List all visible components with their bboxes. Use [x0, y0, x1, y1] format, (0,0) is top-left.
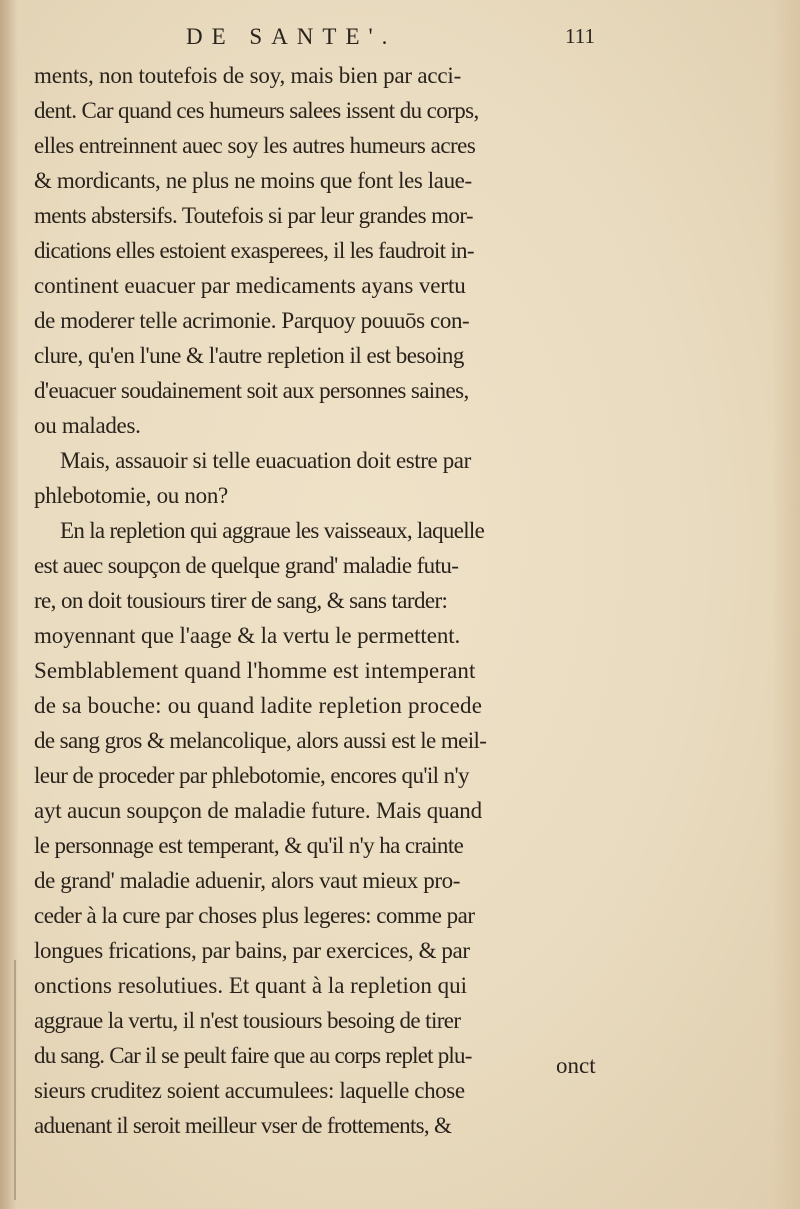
text-line: En la repletion qui aggraue les vaisseaux, laquelle [60, 518, 485, 543]
text-line: longues frications, par bains, par exercices, & par [34, 938, 470, 963]
text-line: Mais, assauoir si telle euacuation doit estre par [60, 448, 471, 473]
binding-shadow [14, 960, 16, 1200]
body-text [34, 58, 600, 1143]
running-head: DE SANTE'. [186, 24, 397, 49]
text-line: d'euacuer soudainement soit aux personnes saines, [34, 378, 469, 403]
text-line: aduenant il seroit meilleur vser de frottements, & [34, 1113, 452, 1138]
page-edge [772, 0, 800, 1209]
text-line: de moderer telle acrimonie. Parquoy pouuōs con- [34, 308, 470, 333]
text-line: du sang. Car il se peult faire que au corps replet plu- [34, 1043, 472, 1068]
text-line: continent euacuer par medicaments ayans vertu [34, 273, 466, 298]
text-line: dications elles estoient exasperees, il les faudroit in- [34, 238, 474, 263]
text-line: ou malades. [34, 413, 141, 438]
text-line: de sa bouche: ou quand ladite repletion procede [34, 693, 483, 718]
text-line: ments, non toutefois de soy, mais bien par acci- [34, 63, 462, 88]
page-number: 111 [565, 24, 595, 48]
text-line: dent. Car quand ces humeurs salees issent du corps, [34, 98, 479, 123]
page-header [0, 24, 800, 54]
text-line: le personnage est temperant, & qu'il n'y ha crainte [34, 833, 464, 858]
text-line: de sang gros & melancolique, alors aussi est le meil- [34, 728, 487, 753]
text-line: de grand' maladie aduenir, alors vaut mieux pro- [34, 868, 460, 893]
text-line: sieurs cruditez soient accumulees: laquelle chose [34, 1078, 465, 1103]
text-line: aggraue la vertu, il n'est tousiours besoing de tirer [34, 1008, 461, 1033]
text-line: ayt aucun soupçon de maladie future. Mais quand [34, 798, 482, 823]
text-line: re, on doit tousiours tirer de sang, & sans tarder: [34, 588, 448, 613]
text-line: est auec soupçon de quelque grand' maladie futu- [34, 553, 459, 578]
text-line: phlebotomie, ou non? [34, 483, 228, 508]
text-line: moyennant que l'aage & la vertu le permettent. [34, 623, 461, 648]
text-line: ceder à la cure par choses plus legeres: comme par [34, 903, 475, 928]
catchword: onct [556, 1053, 596, 1078]
text-line: leur de proceder par phlebotomie, encores qu'il n'y [34, 763, 469, 788]
text-line: onctions resolutiues. Et quant à la repletion qui [34, 973, 468, 998]
text-line: ments abstersifs. Toutefois si par leur grandes mor- [34, 203, 473, 228]
text-line: elles entreinnent auec soy les autres humeurs acres [34, 133, 476, 158]
text-line: Semblablement quand l'homme est intemperant [34, 658, 476, 683]
text-line: clure, qu'en l'une & l'autre repletion il est besoing [34, 343, 464, 368]
text-line: & mordicants, ne plus ne moins que font les laue- [34, 168, 472, 193]
